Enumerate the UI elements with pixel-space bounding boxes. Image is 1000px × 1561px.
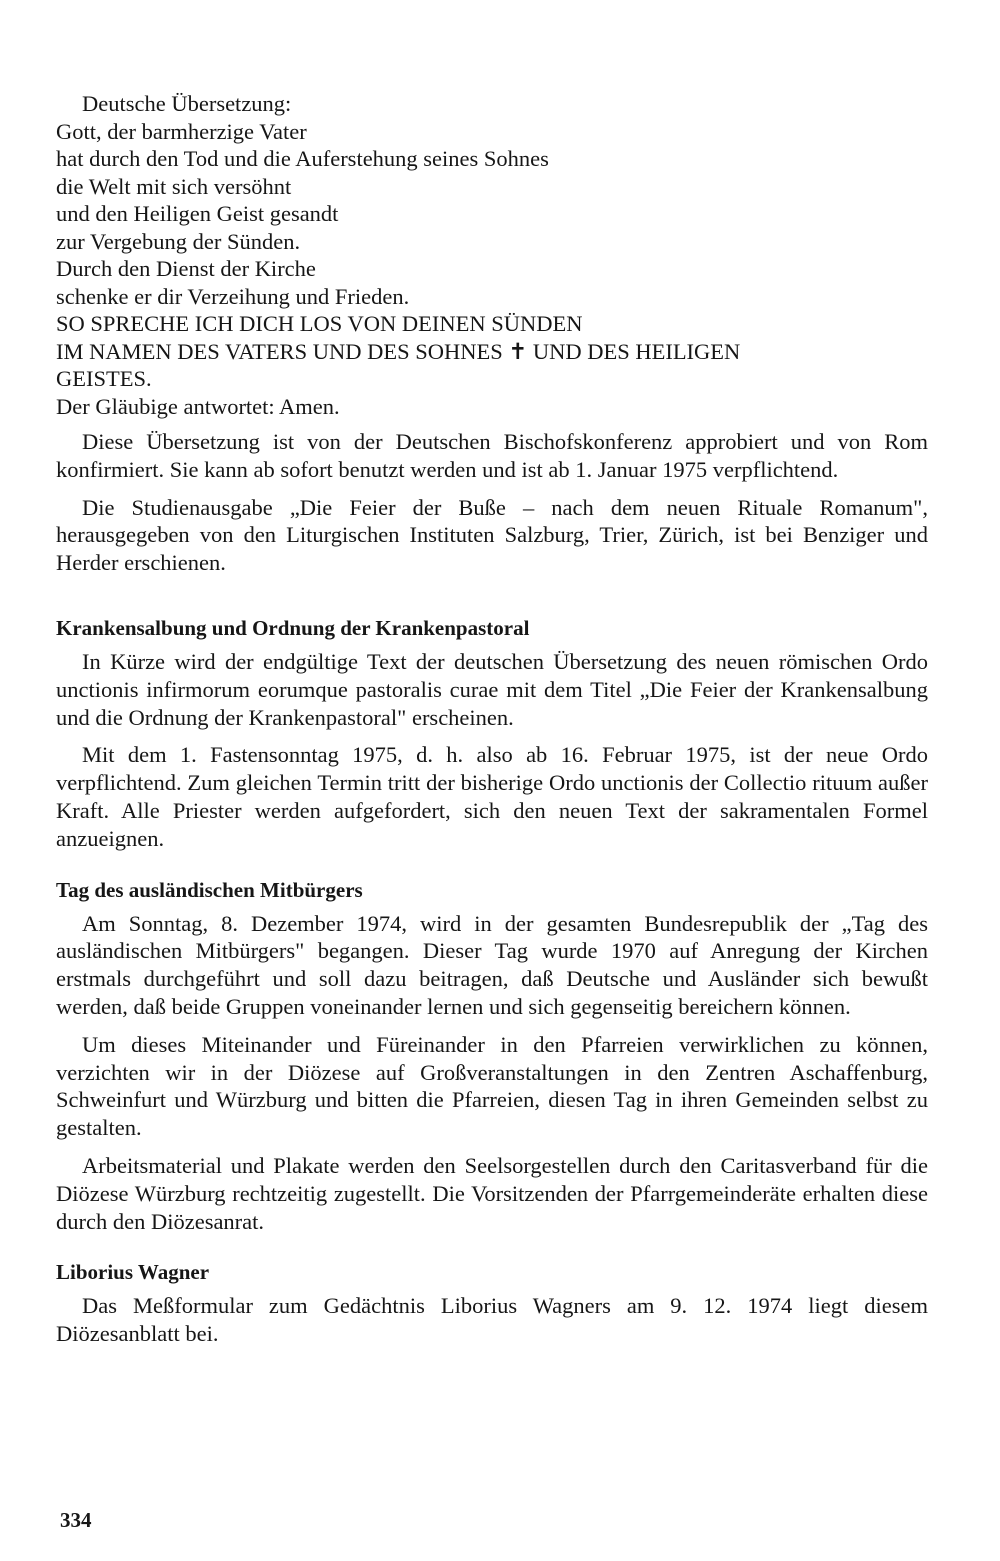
formula-line: IM NAMEN DES VATERS UND DES SOHNES ✝ UND DES HEILIGEN (56, 338, 741, 364)
paragraph: Am Sonntag, 8. Dezember 1974, wird in der gesamten Bundesrepublik der „Tag des ausländischen Mitbürgers" begangen. Dieser Tag wurde 1970 auf Anregung der Kirchen erstmals durchgeführt und soll dazu beitragen, daß Deutsche und Ausländer sich bewußt werden, daß beide Gruppen voneinander lernen und sich gegenseitig bereichern können. (56, 910, 928, 1019)
paragraph-approval: Diese Übersetzung ist von der Deutschen Bischofskonferenz approbiert und von Rom konfirmiert. Sie kann ab sofort benutzt werden und ist ab 1. Januar 1975 verpflichtend. (56, 429, 928, 482)
paragraph-study-edition: Die Studienausgabe „Die Feier der Buße – nach dem neuen Rituale Romanum", herausgegeben von den Liturgischen Instituten Salzburg, Trier, Zürich, ist bei Benziger und Herder erschienen. (56, 494, 928, 576)
translation-label: Deutsche Übersetzung: (82, 91, 292, 116)
paragraph: Mit dem 1. Fastensonntag 1975, d. h. also ab 16. Februar 1975, ist der neue Ordo verpflichtend. Zum gleichen Termin tritt der bisherige Ordo unctionis der Collectio rituum außer Kraft. Alle Priester werden aufgefordert, sich den neuen Text der sakramentalen Formel anzueignen. (56, 742, 928, 851)
formula-line: Gott, der barmherzige Vater (56, 118, 307, 144)
formula-line: zur Vergebung der Sünden. (56, 228, 301, 254)
formula-line: schenke er dir Verzeihung und Frieden. (56, 283, 410, 309)
formula-line: GEISTES. (56, 366, 152, 391)
paragraph: Das Meßformular zum Gedächtnis Liborius Wagners am 9. 12. 1974 liegt diesem Diözesanblatt bei. (56, 1293, 928, 1347)
formula-response: Der Gläubige antwortet: Amen. (56, 393, 340, 419)
section-heading-mitbuerger: Tag des ausländischen Mitbürgers (56, 877, 363, 902)
formula-line: die Welt mit sich versöhnt (56, 173, 292, 199)
paragraph: In Kürze wird der endgültige Text der deutschen Übersetzung des neuen römischen Ordo unctionis infirmorum eorumque pastoralis curae mit dem Titel „Die Feier der Krankensalbung und die Ordnung der Krankenpastoral" erscheinen. (56, 648, 928, 730)
formula-line: hat durch den Tod und die Auferstehung seines Sohnes (56, 146, 549, 171)
section-heading-krankensalbung: Krankensalbung und Ordnung der Krankenpastoral (56, 615, 530, 640)
section-heading-liborius-wagner: Liborius Wagner (56, 1260, 210, 1285)
paragraph: Um dieses Miteinander und Füreinander in den Pfarreien verwirklichen zu können, verzichten wir in der Diözese auf Großveranstaltungen in den Zentren Aschaffenburg, Schweinfurt und Würzburg und bitten die Pfarreien, diesen Tag in ihren Gemeinden selbst zu gestalten. (56, 1031, 928, 1141)
paragraph: Arbeitsmaterial und Plakate werden den Seelsorgestellen durch den Caritasverband für die Diözese Würzburg rechtzeitig zugestellt. Die Vorsitzenden der Pfarrgemeinderäte erhalten diese durch den Diözesanrat. (56, 1152, 928, 1234)
formula-line: SO SPRECHE ICH DICH LOS VON DEINEN SÜNDEN (56, 311, 583, 336)
formula-line: und den Heiligen Geist gesandt (56, 201, 339, 226)
page-number: 334 (60, 1508, 92, 1532)
formula-line: Durch den Dienst der Kirche (56, 256, 316, 281)
document-page (56, 90, 928, 1348)
